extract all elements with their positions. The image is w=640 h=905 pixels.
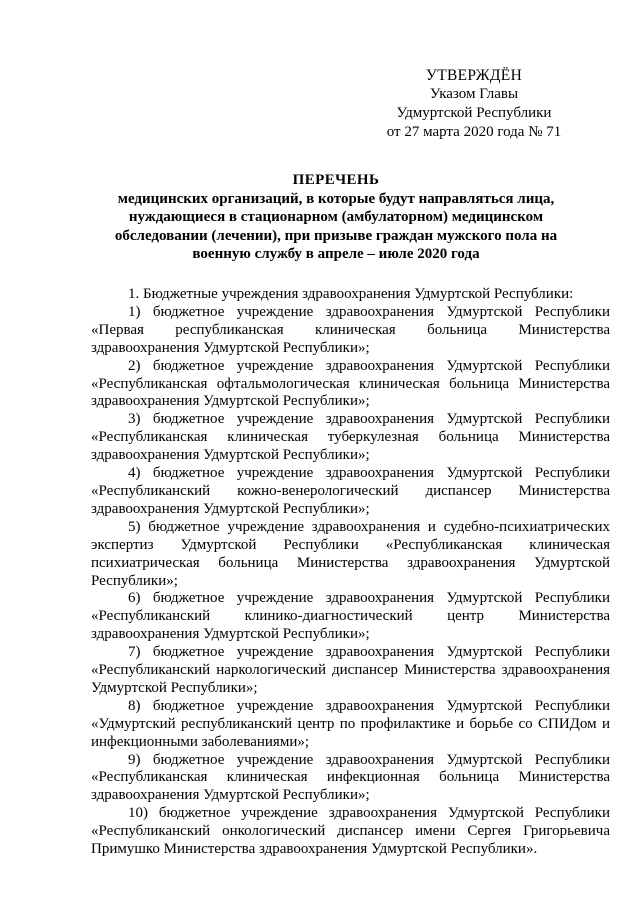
list-item-4: 4) бюджетное учреждение здравоохранения Удмуртской Республики «Республиканский кожно-венерологический диспансер Министерства здравоохранения Удмуртской Республики»;	[91, 465, 610, 517]
approval-line-1: Указом Главы	[429, 86, 519, 102]
approval-block	[354, 66, 594, 142]
list-item-2: 2) бюджетное учреждение здравоохранения Удмуртской Республики «Республиканская офтальмологическая клиническая больница Министерства здравоохранения Удмуртской Республики»;	[91, 357, 610, 410]
list-item-3: 3) бюджетное учреждение здравоохранения Удмуртской Республики «Республиканская клиническая туберкулезная больница Министерства здравоохранения Удмуртской Республики»;	[91, 411, 610, 464]
list-item-7: 7) бюджетное учреждение здравоохранения Удмуртской Республики «Республиканский наркологический диспансер Министерства здравоохранения Удмуртской Республики»;	[91, 644, 610, 696]
approval-title: УТВЕРЖДЁН	[425, 67, 523, 84]
list-item-8: 8) бюджетное учреждение здравоохранения Удмуртской Республики «Удмуртский республиканский центр по профилактике и борьбе со СПИДом и инфекционными заболеваниями»;	[91, 697, 610, 750]
section-title: 1. Бюджетные учреждения здравоохранения Удмуртской Республики:	[128, 286, 574, 302]
organization-list	[91, 286, 610, 859]
list-item-10: 10) бюджетное учреждение здравоохранения Удмуртской Республики «Республиканский онкологический диспансер имени Сергея Григорьевича Примушко Министерства здравоохранения Удмуртской Республики».	[91, 805, 610, 858]
list-item-5: 5) бюджетное учреждение здравоохранения и судебно-психиатрических экспертиз Удмуртской Республики «Республиканская клиническая психиатрическая больница Министерства здравоохранения Удмуртской Республики»;	[91, 518, 610, 589]
approval-line-2: Удмуртской Республики	[396, 105, 552, 121]
document-heading	[86, 171, 586, 264]
list-item-6: 6) бюджетное учреждение здравоохранения Удмуртской Республики «Республиканский клинико-диагностический центр Министерства здравоохранения Удмуртской Республики»;	[91, 590, 610, 643]
document-title: ПЕРЕЧЕНЬ	[292, 172, 380, 188]
list-item-1: 1) бюджетное учреждение здравоохранения Удмуртской Республики «Первая республиканская клиническая больница Министерства здравоохранения Удмуртской Республики»;	[91, 303, 610, 356]
approval-line-3: от 27 марта 2020 года № 71	[386, 124, 562, 140]
list-item-9: 9) бюджетное учреждение здравоохранения Удмуртской Республики «Республиканская клиническая инфекционная больница Министерства здравоохранения Удмуртской Республики»;	[91, 751, 610, 804]
document-subtitle: медицинских организаций, в которые будут направляться лица, нуждающиеся в стационарном (амбулаторном) медицинском обследовании (лечении), при призыве граждан мужского пола на военную службу в апреле – июле 2020 года	[114, 190, 558, 262]
